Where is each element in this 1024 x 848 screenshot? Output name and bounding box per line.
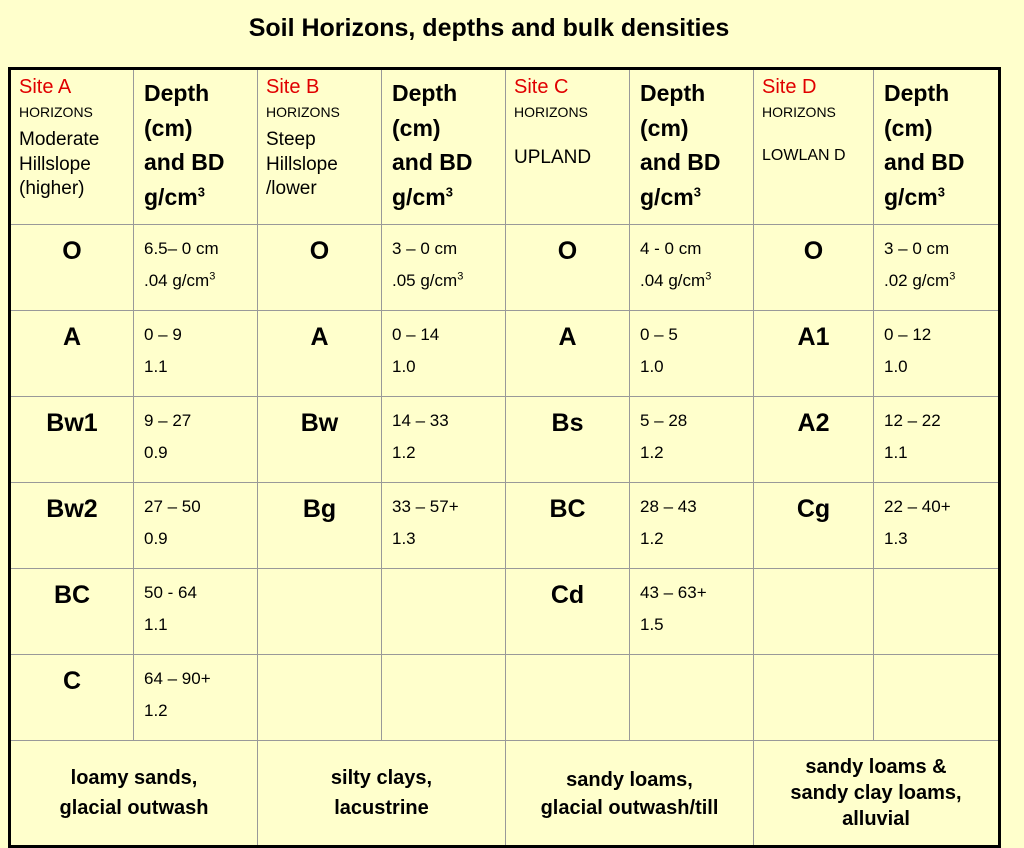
depth-value: 6.5– 0 cm bbox=[144, 239, 219, 258]
depth-bd-cell bbox=[382, 397, 506, 483]
bulk-density-value: .04 $g/cm^3$ bbox=[640, 270, 712, 291]
depth-value: 50 - 64 bbox=[144, 583, 197, 602]
bulk-density-value: 0.9 bbox=[144, 443, 168, 463]
bulk-density-value: .05 $g/cm^3$ bbox=[392, 270, 464, 291]
depth-bd-cell bbox=[874, 655, 1000, 741]
depth-value: 43 – 63+ bbox=[640, 583, 707, 602]
horizon-cell: BC bbox=[10, 569, 134, 655]
depth-value: 5 – 28 bbox=[640, 411, 688, 430]
site-d-header bbox=[754, 69, 874, 225]
site-description: Moderate Hillslope (higher) bbox=[19, 129, 100, 200]
table-row bbox=[10, 397, 1000, 483]
depth-value: 64 – 90+ bbox=[144, 669, 211, 688]
horizon-cell: A bbox=[10, 311, 134, 397]
depth-value: 9 – 27 bbox=[144, 411, 192, 430]
depth-bd-cell bbox=[630, 655, 754, 741]
depth-bd-cell bbox=[382, 569, 506, 655]
depth-bd-cell bbox=[874, 225, 1000, 311]
site-b-texture: silty clays, lacustrine bbox=[258, 741, 506, 847]
bulk-density-value: 1.2 bbox=[392, 443, 416, 463]
horizon-cell: Cg bbox=[754, 483, 874, 569]
depth-bd-cell bbox=[134, 655, 258, 741]
bulk-density-value: 1.1 bbox=[884, 443, 908, 463]
horizon-cell: Bw1 bbox=[10, 397, 134, 483]
bulk-density-value: 1.0 bbox=[392, 357, 416, 377]
horizon-cell bbox=[506, 655, 630, 741]
depth-value: 0 – 12 bbox=[884, 325, 932, 344]
depth-header: Depth (cm) and BD $g/cm^3$ bbox=[382, 69, 506, 225]
site-name: Site B bbox=[266, 76, 320, 98]
depth-bd-cell bbox=[382, 311, 506, 397]
bulk-density-value: .02 $g/cm^3$ bbox=[884, 270, 956, 291]
table-row bbox=[10, 225, 1000, 311]
soil-texture-row bbox=[10, 741, 1000, 847]
header-row bbox=[10, 69, 1000, 225]
horizon-cell: Cd bbox=[506, 569, 630, 655]
site-c-header bbox=[506, 69, 630, 225]
depth-value: 3 – 0 cm bbox=[392, 239, 458, 258]
depth-bd-cell bbox=[134, 225, 258, 311]
horizon-cell bbox=[258, 655, 382, 741]
horizon-cell: O bbox=[258, 225, 382, 311]
horizon-cell: Bw2 bbox=[10, 483, 134, 569]
horizons-label: HORIZONS bbox=[266, 104, 340, 120]
bulk-density-value: 1.5 bbox=[640, 615, 664, 635]
horizon-cell: A bbox=[506, 311, 630, 397]
site-d-texture: sandy loams & sandy clay loams, alluvial bbox=[754, 741, 1000, 847]
page-title: Soil Horizons, depths and bulk densities bbox=[248, 14, 730, 42]
depth-bd-cell bbox=[134, 397, 258, 483]
bulk-density-value: 1.0 bbox=[640, 357, 664, 377]
depth-header: Depth (cm) and BD $g/cm^3$ bbox=[134, 69, 258, 225]
horizon-cell: Bw bbox=[258, 397, 382, 483]
bulk-density-value: 1.2 bbox=[640, 443, 664, 463]
bulk-density-value: 1.1 bbox=[144, 615, 168, 635]
depth-bd-cell bbox=[382, 655, 506, 741]
horizon-cell bbox=[258, 569, 382, 655]
depth-value: 28 – 43 bbox=[640, 497, 697, 516]
bulk-density-value: 1.2 bbox=[144, 701, 168, 721]
depth-value: 0 – 14 bbox=[392, 325, 440, 344]
depth-bd-cell bbox=[874, 569, 1000, 655]
site-name: Site C bbox=[514, 76, 569, 98]
horizon-cell bbox=[754, 569, 874, 655]
horizon-cell: Bg bbox=[258, 483, 382, 569]
depth-value: 27 – 50 bbox=[144, 497, 201, 516]
depth-bd-cell bbox=[630, 483, 754, 569]
table-row bbox=[10, 569, 1000, 655]
depth-value: 4 - 0 cm bbox=[640, 239, 702, 258]
horizon-cell: O bbox=[10, 225, 134, 311]
horizons-label: HORIZONS bbox=[762, 104, 836, 120]
horizons-label: HORIZONS bbox=[514, 104, 588, 120]
depth-value: 33 – 57+ bbox=[392, 497, 459, 516]
site-b-header bbox=[258, 69, 382, 225]
depth-header: Depth (cm) and BD $g/cm^3$ bbox=[630, 69, 754, 225]
horizon-cell: C bbox=[10, 655, 134, 741]
horizon-cell: Bs bbox=[506, 397, 630, 483]
bulk-density-value: 1.2 bbox=[640, 529, 664, 549]
bulk-density-value: 0.9 bbox=[144, 529, 168, 549]
soil-horizons-table bbox=[8, 67, 1001, 848]
site-description: Steep Hillslope /lower bbox=[266, 129, 338, 200]
site-a-header bbox=[10, 69, 134, 225]
depth-value: 3 – 0 cm bbox=[884, 239, 950, 258]
bulk-density-value: 1.3 bbox=[884, 529, 908, 549]
site-description: LOWLAN D bbox=[762, 147, 846, 164]
horizon-cell: BC bbox=[506, 483, 630, 569]
depth-header: Depth (cm) and BD $g/cm^3$ bbox=[874, 69, 1000, 225]
site-name: Site A bbox=[19, 76, 72, 98]
depth-value: 0 – 5 bbox=[640, 325, 678, 344]
depth-bd-cell bbox=[630, 225, 754, 311]
horizon-cell: A2 bbox=[754, 397, 874, 483]
depth-bd-cell bbox=[134, 569, 258, 655]
horizon-cell bbox=[754, 655, 874, 741]
depth-value: 0 – 9 bbox=[144, 325, 182, 344]
horizon-cell: A bbox=[258, 311, 382, 397]
site-description: UPLAND bbox=[514, 147, 592, 168]
depth-bd-cell bbox=[134, 311, 258, 397]
site-a-texture: loamy sands, glacial outwash bbox=[10, 741, 258, 847]
bulk-density-value: .04 $g/cm^3$ bbox=[144, 270, 216, 291]
horizon-cell: O bbox=[754, 225, 874, 311]
depth-bd-cell bbox=[874, 311, 1000, 397]
table-row bbox=[10, 655, 1000, 741]
depth-bd-cell bbox=[874, 397, 1000, 483]
depth-bd-cell bbox=[382, 225, 506, 311]
table-row bbox=[10, 483, 1000, 569]
depth-bd-cell bbox=[630, 569, 754, 655]
depth-bd-cell bbox=[874, 483, 1000, 569]
depth-bd-cell bbox=[134, 483, 258, 569]
horizon-cell: O bbox=[506, 225, 630, 311]
depth-value: 12 – 22 bbox=[884, 411, 941, 430]
site-c-texture: sandy loams, glacial outwash/till bbox=[506, 741, 754, 847]
bulk-density-value: 1.1 bbox=[144, 357, 168, 377]
site-name: Site D bbox=[762, 76, 817, 98]
depth-value: 22 – 40+ bbox=[884, 497, 951, 516]
horizon-cell: A1 bbox=[754, 311, 874, 397]
depth-bd-cell bbox=[630, 311, 754, 397]
horizons-label: HORIZONS bbox=[19, 104, 93, 120]
bulk-density-value: 1.0 bbox=[884, 357, 908, 377]
depth-bd-cell bbox=[630, 397, 754, 483]
depth-value: 14 – 33 bbox=[392, 411, 449, 430]
table-row bbox=[10, 311, 1000, 397]
bulk-density-value: 1.3 bbox=[392, 529, 416, 549]
depth-bd-cell bbox=[382, 483, 506, 569]
